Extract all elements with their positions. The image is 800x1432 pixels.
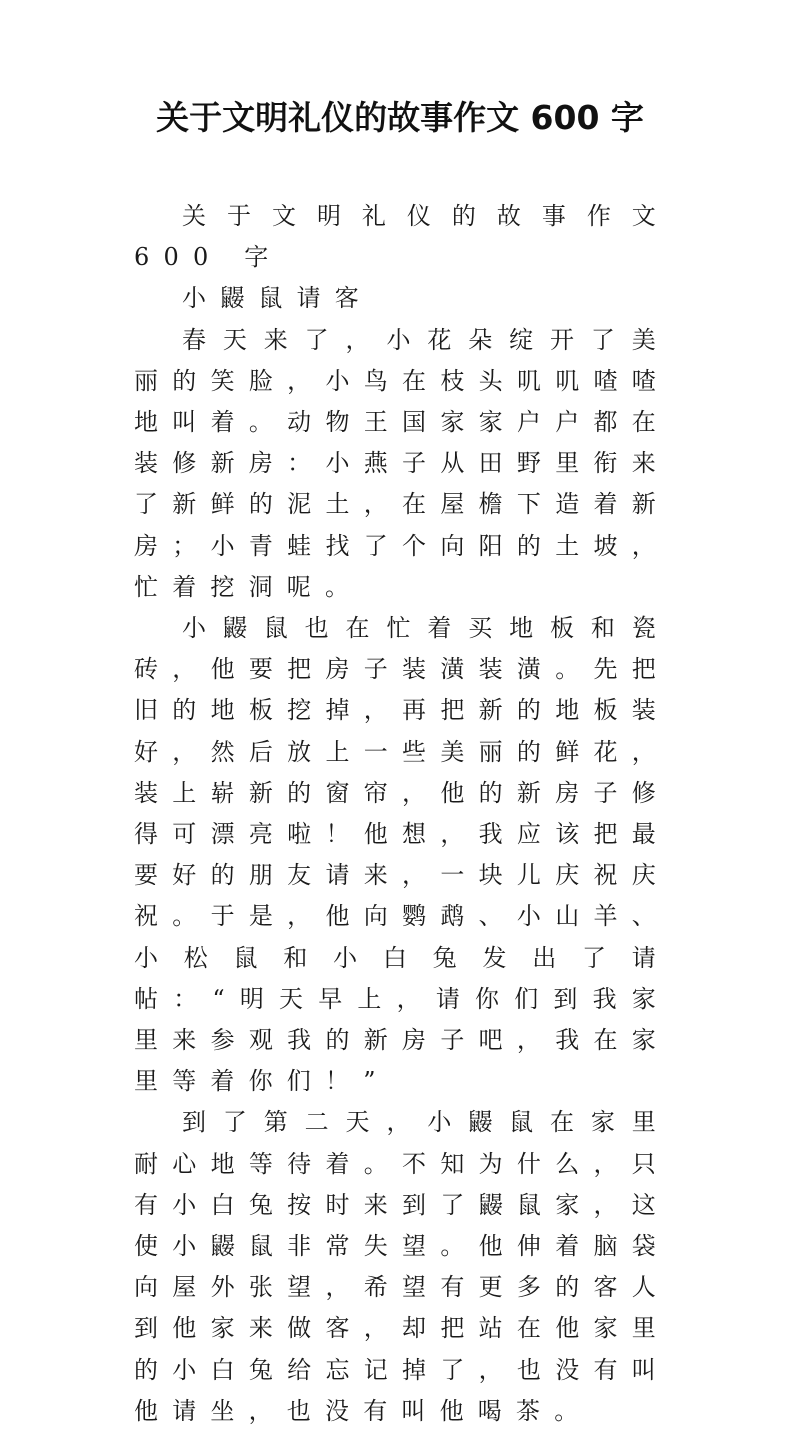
essay-subtitle: 关于文明礼仪的故事作文 600 字 [134, 202, 670, 272]
document-body [134, 196, 670, 1432]
page-title: 关于文明礼仪的故事作文 600 字 [156, 98, 644, 137]
story-title: 小鼹鼠请客 [182, 284, 373, 313]
paragraph: 春天来了，小花朵绽开了美丽的笑脸，小鸟在枝头叽叽喳喳地叫着。动物王国家家户户都在装修新房：小燕子从田野里衔来了新鲜的泥土，在屋檐下造着新房；小青蛙找了个向阳的土坡，忙着挖洞呢。 [134, 325, 670, 601]
paragraph: 到了第二天，小鼹鼠在家里耐心地等待着。不知为什么，只有小白兔按时来到了鼹鼠家，这使小鼹鼠非常失望。他伸着脑袋向屋外张望，希望有更多的客人到他家来做客，却把站在他家里的小白兔给忘记掉了，也没有叫他请坐，也没有叫他喝茶。 [134, 1108, 670, 1425]
paragraph: 小鼹鼠也在忙着买地板和瓷砖，他要把房子装潢装潢。先把旧的地板挖掉，再把新的地板装好，然后放上一些美丽的鲜花，装上崭新的窗帘，他的新房子修得可漂亮啦！他想，我应该把最要好的朋友请来，一块儿庆祝庆祝。于是，他向鹦鹉、小山羊、小松鼠和小白兔发出了请帖：“明天早上，请你们到我家里来参观我的新房子吧，我在家里等着你们！” [134, 614, 670, 1096]
